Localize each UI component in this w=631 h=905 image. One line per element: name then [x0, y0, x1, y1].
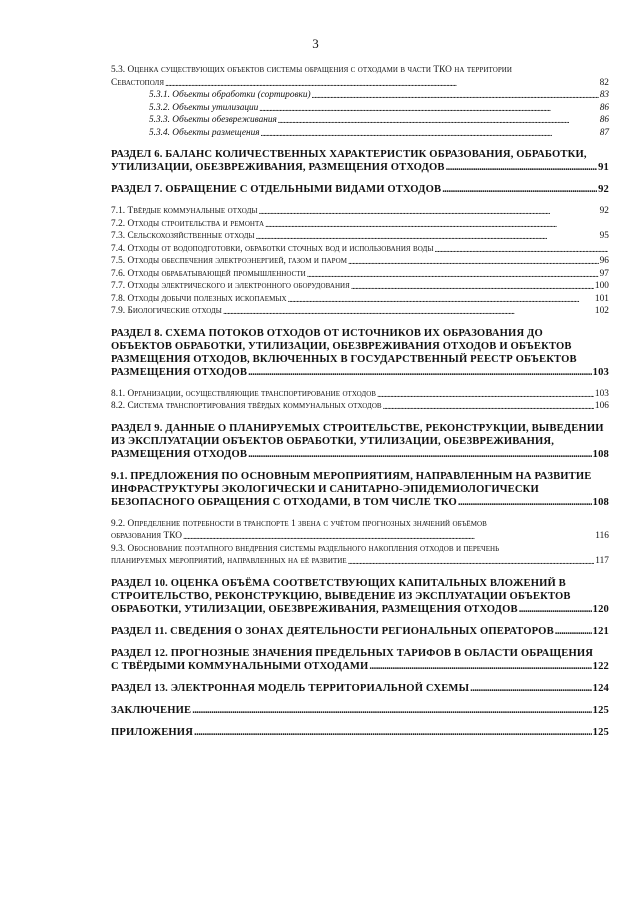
toc-entry-text: РАЗДЕЛ 7. ОБРАЩЕНИЕ С ОТДЕЛЬНЫМИ ВИДАМИ ОТХОДОВ — [111, 184, 442, 195]
toc-page-number: 95 — [599, 231, 609, 241]
toc-entry[interactable] — [111, 543, 609, 568]
dot-leader — [470, 684, 592, 695]
toc-entry[interactable] — [111, 243, 609, 256]
toc-entry[interactable] — [111, 704, 609, 717]
toc-entry-text: 9.2. Определение потребности в транспорте 1 звена с учётом прогнозных значений объёмов — [111, 518, 487, 529]
toc-entry-text: РАЗМЕЩЕНИЯ ОТХОДОВ — [111, 448, 248, 460]
toc-entry-text: планируемых мероприятий, направленных на её развитие — [111, 556, 347, 566]
toc-entry[interactable] — [111, 205, 609, 218]
toc-page-number: 92 — [599, 206, 609, 216]
dot-leader — [348, 258, 599, 267]
toc-entry[interactable] — [111, 102, 609, 115]
table-of-contents — [111, 64, 609, 739]
toc-entry-text: 8.1. Организации, осуществляющие транспортирование отходов — [111, 388, 377, 399]
toc-entry-text: РАЗДЕЛ 11. СВЕДЕНИЯ О ЗОНАХ ДЕЯТЕЛЬНОСТИ РЕГИОНАЛЬНЫХ ОПЕРАТОРОВ — [111, 625, 554, 637]
toc-entry[interactable] — [111, 89, 609, 102]
dot-leader — [555, 627, 592, 638]
dot-leader — [288, 296, 594, 305]
dot-leader — [458, 498, 592, 509]
toc-page-number: 91 — [598, 162, 609, 173]
dot-leader — [348, 558, 595, 567]
toc-entry-text: РАЗМЕЩЕНИЯ ОТХОДОВ, ВКЛЮЧЕННЫХ В ГОСУДАРСТВЕННЫЙ РЕЕСТР ОБЪЕКТОВ — [111, 353, 577, 365]
dot-leader — [307, 271, 599, 280]
toc-entry-text: 7.2. Отходы строительства и ремонта — [111, 218, 265, 229]
toc-entry[interactable] — [111, 255, 609, 268]
toc-entry[interactable] — [111, 148, 609, 174]
toc-page-number: 108 — [592, 496, 609, 508]
toc-entry[interactable] — [111, 682, 609, 695]
toc-entry-text: 7.5. Отходы обеспечения электроэнергией, газом и паром — [111, 256, 347, 266]
toc-entry[interactable] — [111, 127, 609, 140]
toc-page-number: 83 — [599, 90, 609, 100]
dot-leader — [248, 450, 592, 461]
toc-entry[interactable] — [111, 647, 609, 673]
toc-entry-text: 8.2. Система транспортирования твёрдых коммунальных отходов — [111, 401, 382, 411]
toc-entry-text: ИЗ ЭКСПЛУАТАЦИИ ОБЪЕКТОВ ОБРАБОТКИ, УТИЛИЗАЦИИ, ОБЕЗВРЕЖИВАНИЯ, — [111, 435, 555, 447]
toc-page-number: 103 — [594, 388, 609, 399]
toc-page-number: 100 — [594, 281, 609, 291]
toc-entry-text: ЗАКЛЮЧЕНИЕ — [111, 704, 192, 716]
toc-entry[interactable] — [111, 470, 609, 509]
dot-leader — [194, 728, 592, 739]
toc-page-number: 97 — [599, 268, 609, 279]
dot-leader — [377, 391, 594, 400]
dot-leader — [351, 283, 594, 292]
dot-leader — [261, 130, 599, 139]
toc-entry-text: 5.3. Оценка существующих объектов системы обращения с отходами в части ТКО на территории — [111, 65, 512, 75]
toc-entry-text: 7.7. Отходы электрического и электронного оборудования — [111, 281, 350, 291]
toc-entry-text: 7.9. Биологические отходы — [111, 306, 222, 316]
toc-page-number: 116 — [595, 531, 609, 541]
toc-page-number: 101 — [594, 293, 609, 304]
toc-entry-text: РАЗДЕЛ 9. ДАННЫЕ О ПЛАНИРУЕМЫХ СТРОИТЕЛЬСТВЕ, РЕКОНСТРУКЦИИ, ВЫВЕДЕНИИ — [111, 422, 604, 434]
dot-leader — [278, 117, 599, 126]
toc-entry-text: СТРОИТЕЛЬСТВО, РЕКОНСТРУКЦИЮ, ВЫВЕДЕНИЕ ИЗ ЭКСПЛУАТАЦИИ ОБЪЕКТОВ — [111, 590, 571, 602]
toc-entry-text: 5.3.2. Объекты утилизации — [149, 102, 259, 113]
dot-leader — [519, 605, 592, 616]
toc-entry-text: 7.1. Твёрдые коммунальные отходы — [111, 206, 258, 216]
toc-entry[interactable] — [111, 114, 609, 127]
toc-entry-text: БЕЗОПАСНОГО ОБРАЩЕНИЯ С ОТХОДАМИ, В ТОМ ЧИСЛЕ ТКО — [111, 496, 457, 508]
toc-page-number: 86 — [599, 102, 609, 113]
toc-entry-text: Севастополя — [111, 77, 165, 88]
toc-entry-text: 7.3. Сельскохозяйственные отходы — [111, 231, 255, 241]
toc-entry-text: УТИЛИЗАЦИИ, ОБЕЗВРЕЖИВАНИЯ, РАЗМЕЩЕНИЯ ОТХОДОВ — [111, 162, 445, 173]
toc-entry-text: 5.3.3. Объекты обезвреживания — [149, 115, 277, 125]
toc-entry-text: РАЗДЕЛ 10. ОЦЕНКА ОБЪЁМА СООТВЕТСТВУЮЩИХ КАПИТАЛЬНЫХ ВЛОЖЕНИЙ В — [111, 577, 566, 589]
toc-page-number: 124 — [592, 682, 609, 694]
toc-entry[interactable] — [111, 400, 609, 413]
toc-entry-text: 9.1. ПРЕДЛОЖЕНИЯ ПО ОСНОВНЫМ МЕРОПРИЯТИЯМ, НАПРАВЛЕННЫМ НА РАЗВИТИЕ — [111, 470, 592, 482]
toc-entry-text: ОБЪЕКТОВ ОБРАБОТКИ, УТИЛИЗАЦИИ, ОБЕЗВРЕЖИВАНИЯ ОТХОДОВ И ОБЪЕКТОВ — [111, 340, 572, 352]
dot-leader — [265, 221, 608, 230]
toc-entry-text: 5.3.1. Объекты обработки (сортировки) — [149, 90, 311, 100]
toc-entry[interactable] — [111, 268, 609, 281]
toc-entry[interactable] — [111, 305, 609, 318]
page-number: 3 — [312, 36, 319, 51]
dot-leader — [383, 403, 594, 412]
dot-leader — [248, 368, 592, 379]
dot-leader — [183, 533, 594, 542]
toc-page-number: 121 — [592, 625, 609, 637]
toc-page-number: 106 — [594, 401, 609, 411]
toc-entry-text: 5.3.4. Объекты размещения — [149, 127, 260, 138]
toc-entry[interactable] — [111, 726, 609, 739]
toc-page-number: 86 — [599, 115, 609, 125]
toc-entry[interactable] — [111, 422, 609, 461]
toc-page-number: 103 — [592, 366, 609, 378]
dot-leader — [256, 233, 599, 242]
toc-entry[interactable] — [111, 280, 609, 293]
dot-leader — [312, 92, 599, 101]
toc-entry-text: ИНФРАСТРУКТУРЫ ЭКОЛОГИЧЕСКИ И САНИТАРНО-ЭПИДЕМИОЛОГИЧЕСКИ — [111, 483, 539, 495]
toc-page-number: 125 — [592, 726, 609, 738]
dot-leader — [442, 185, 597, 196]
toc-entry[interactable] — [111, 577, 609, 616]
toc-entry-text: РАЗМЕЩЕНИЯ ОТХОДОВ — [111, 366, 248, 378]
toc-entry-text: образования ТКО — [111, 531, 183, 541]
toc-entry[interactable] — [111, 183, 609, 196]
toc-entry[interactable] — [111, 64, 609, 89]
toc-entry-text: С ТВЁРДЫМИ КОММУНАЛЬНЫМИ ОТХОДАМИ — [111, 660, 369, 672]
toc-entry-text: РАЗДЕЛ 6. БАЛАНС КОЛИЧЕСТВЕННЫХ ХАРАКТЕРИСТИК ОБРАЗОВАНИЯ, ОБРАБОТКИ, — [111, 149, 587, 160]
toc-page-number: 108 — [592, 448, 609, 460]
toc-entry-text: РАЗДЕЛ 13. ЭЛЕКТРОННАЯ МОДЕЛЬ ТЕРРИТОРИАЛЬНОЙ СХЕМЫ — [111, 682, 470, 694]
toc-entry-text: РАЗДЕЛ 8. СХЕМА ПОТОКОВ ОТХОДОВ ОТ ИСТОЧНИКОВ ИХ ОБРАЗОВАНИЯ ДО — [111, 327, 543, 339]
toc-page-number: 120 — [592, 603, 609, 615]
toc-entry-text: 7.8. Отходы добычи полезных ископаемых — [111, 293, 287, 304]
toc-entry[interactable] — [111, 218, 609, 231]
dot-leader — [223, 308, 594, 317]
toc-entry-text: ПРИЛОЖЕНИЯ — [111, 726, 193, 738]
toc-entry[interactable] — [111, 388, 609, 401]
toc-entry[interactable] — [111, 230, 609, 243]
toc-page-number: 96 — [599, 256, 609, 266]
toc-entry[interactable] — [111, 518, 609, 543]
dot-leader — [192, 706, 591, 717]
toc-page-number: 102 — [594, 306, 609, 316]
toc-page-number: 122 — [592, 660, 609, 672]
toc-entry[interactable] — [111, 327, 609, 379]
toc-entry-text: 7.6. Отходы обрабатывающей промышленности — [111, 268, 306, 279]
toc-entry[interactable] — [111, 293, 609, 306]
toc-page-number: 125 — [592, 704, 609, 716]
dot-leader — [446, 163, 598, 174]
toc-entry-text: 7.4. Отходы от водоподготовки, обработки сточных вод и использования воды — [111, 243, 434, 254]
dot-leader — [259, 105, 598, 114]
dot-leader — [165, 80, 599, 89]
dot-leader — [259, 208, 599, 217]
toc-page-number: 117 — [595, 556, 609, 566]
dot-leader — [434, 246, 608, 255]
toc-entry-text: ОБРАБОТКИ, УТИЛИЗАЦИИ, ОБЕЗВРЕЖИВАНИЯ, РАЗМЕЩЕНИЯ ОТХОДОВ — [111, 603, 518, 615]
toc-page-number: 87 — [599, 127, 609, 138]
toc-entry[interactable] — [111, 625, 609, 638]
toc-entry-text: 9.3. Обоснование поэтапного внедрения системы раздельного накопления отходов и перечень — [111, 543, 500, 554]
dot-leader — [369, 662, 591, 673]
toc-page-number: 82 — [599, 77, 609, 88]
toc-entry-text: РАЗДЕЛ 12. ПРОГНОЗНЫЕ ЗНАЧЕНИЯ ПРЕДЕЛЬНЫХ ТАРИФОВ В ОБЛАСТИ ОБРАЩЕНИЯ — [111, 647, 594, 659]
toc-page-number: 92 — [598, 184, 609, 195]
